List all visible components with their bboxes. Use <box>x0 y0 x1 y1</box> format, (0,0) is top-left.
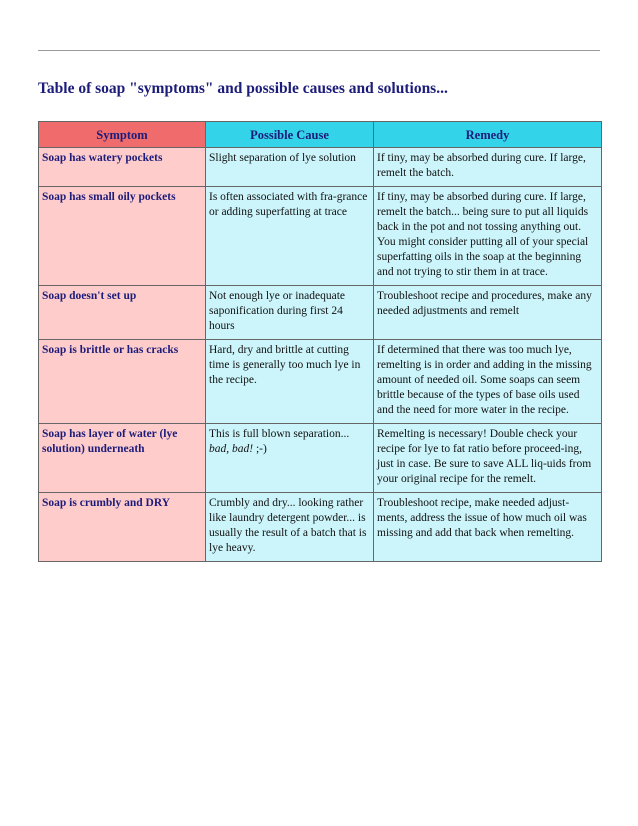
table-header-row <box>39 122 602 148</box>
table-row <box>39 148 602 187</box>
remedy-cell: If tiny, may be absorbed during cure. If large, remelt the batch. <box>374 148 602 187</box>
table-row <box>39 187 602 286</box>
symptom-cell: Soap is crumbly and DRY <box>39 493 206 562</box>
cause-cell: Crumbly and dry... looking rather like laundry detergent powder... is usually the result of a batch that is lye heavy. <box>206 493 374 562</box>
header-symptom: Symptom <box>39 122 206 148</box>
remedy-cell: If tiny, may be absorbed during cure. If large, remelt the batch... being sure to put all liquids back in the pot and not tossing anything out. You might consider putting all of your special superfatting oils in the soap at the beginning and not trying to stir them in at trace. <box>374 187 602 286</box>
cause-cell: Slight separation of lye solution <box>206 148 374 187</box>
symptom-cell: Soap has layer of water (lye solution) underneath <box>39 424 206 493</box>
cause-cell: Is often associated with fra-grance or adding superfatting at trace <box>206 187 374 286</box>
symptom-cell: Soap has watery pockets <box>39 148 206 187</box>
remedy-cell: If determined that there was too much lye, remelting is in order and adding in the missing amount of needed oil. Some soaps can seem brittle because of the types of base oils used and the need for more water in the recipe. <box>374 340 602 424</box>
cause-emphasis: bad, bad! <box>209 443 254 455</box>
cause-text: This is full blown separation... <box>209 428 350 440</box>
top-horizontal-rule <box>38 50 600 51</box>
cause-emoticon: ;-) <box>253 443 267 455</box>
symptom-cell: Soap doesn't set up <box>39 286 206 340</box>
page-title: Table of soap "symptoms" and possible causes and solutions... <box>38 80 448 97</box>
header-remedy: Remedy <box>374 122 602 148</box>
remedy-cell: Troubleshoot recipe and procedures, make any needed adjustments and remelt <box>374 286 602 340</box>
cause-cell: Hard, dry and brittle at cutting time is generally too much lye in the recipe. <box>206 340 374 424</box>
table-row <box>39 493 602 562</box>
table-row <box>39 286 602 340</box>
table-row <box>39 424 602 493</box>
symptom-cell: Soap has small oily pockets <box>39 187 206 286</box>
header-possible-cause: Possible Cause <box>206 122 374 148</box>
remedy-cell: Troubleshoot recipe, make needed adjust-ments, address the issue of how much oil was missing and add that back when remelting. <box>374 493 602 562</box>
remedy-cell: Remelting is necessary! Double check your recipe for lye to fat ratio before proceed-ing, just in case. Be sure to save ALL liq-uids from your original recipe for the remelt. <box>374 424 602 493</box>
cause-cell <box>206 424 374 493</box>
soap-symptoms-table <box>38 121 602 562</box>
cause-cell: Not enough lye or inadequate saponification during first 24 hours <box>206 286 374 340</box>
table-row <box>39 340 602 424</box>
symptom-cell: Soap is brittle or has cracks <box>39 340 206 424</box>
